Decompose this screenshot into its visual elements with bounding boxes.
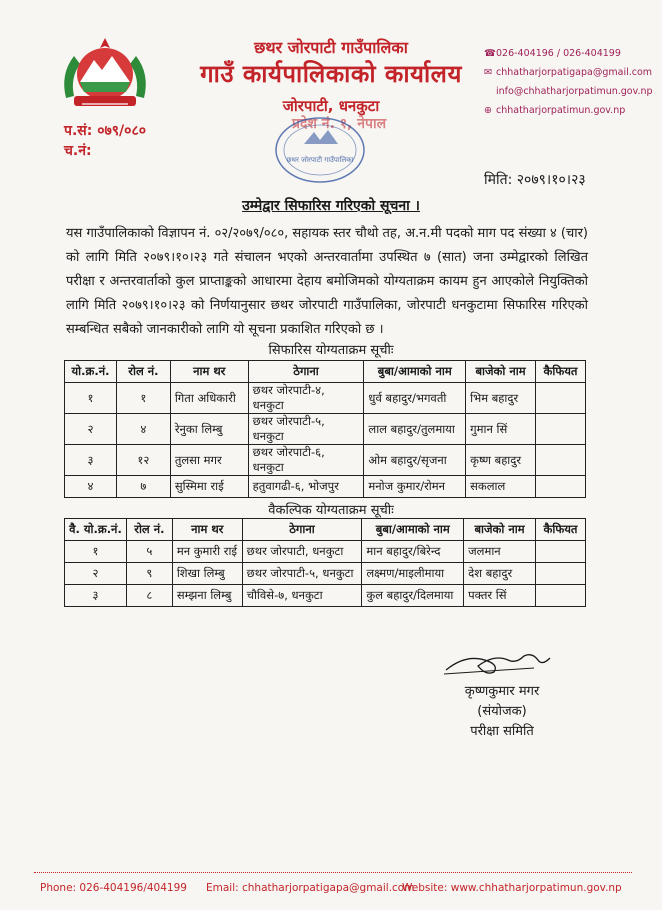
reference-block	[64, 121, 146, 161]
table-row	[65, 414, 586, 445]
footer-phone: Phone: 026-404196/404199	[40, 882, 187, 894]
table-cell: मनोज कुमार/रोमन	[364, 476, 466, 498]
dispatch-number: च.नं:	[64, 143, 92, 159]
table-cell: देश बहादुर	[464, 563, 536, 585]
column-header: बुबा/आमाको नाम	[364, 361, 466, 383]
table-cell: हतुवागढी-६, भोजपुर	[248, 476, 364, 498]
table-row	[65, 383, 586, 414]
table-cell: ३	[65, 585, 127, 607]
table-cell: ओम बहादुर/सृजना	[364, 445, 466, 476]
alt-list-table	[64, 518, 586, 607]
footer-website[interactable]: Website: www.chhatharjorpatimun.gov.np	[402, 882, 622, 894]
signer-role: (संयोजक)	[477, 704, 527, 719]
notice-title-text: उम्मेद्वार सिफारिस गरिएको सूचना ।	[242, 198, 420, 214]
table-cell: पक्तर सिं	[464, 585, 536, 607]
notice-date: मिति: २०७९।१०।२३	[484, 172, 586, 188]
notice-body: यस गाउँपालिकाको विज्ञापन नं. ०२/२०७९/०८०, सहायक स्तर चौथो तह, अ.न.मी पदको माग पद संख्या ४ (चार) को लागि मिति २०७९।१०।२३ गते संचालन भएको अन्तरवार्तामा उपस्थित ७ (सात) जना उम्मेद्वारको लिखित परीक्षा र अन्तरवार्ताको कुल प्राप्ताङ्कको आधारमा देहाय बमोजिमको योग्यताक्रम कायम हुन आएकोले नियुक्तिको लागि मिति २०७९।१०।२३ को निर्णयानुसार छथर जोरपाटी गाउँपालिका, जोरपाटी धनकुटामा सिफारिस गरिएको सम्बन्धित सबैको जानकारीको लागि यो सूचना प्रकाशित गरिएको छ ।	[66, 226, 588, 337]
table-row	[65, 585, 586, 607]
office-title: गाउँ कार्यपालिकाको कार्यालय	[200, 60, 462, 88]
column-header: वै. यो.क्र.नं.	[65, 519, 127, 541]
table-cell: छथर जोरपाटी-६, धनकुटा	[248, 445, 364, 476]
office-subtitle: छथर जोरपाटी गाउँपालिका	[254, 38, 408, 57]
table-cell: गुमान सिं	[466, 414, 536, 445]
table-cell: धुर्व बहादुर/भगवती	[364, 383, 466, 414]
office-place: जोरपाटी, धनकुटा	[282, 97, 380, 115]
table-row	[65, 563, 586, 585]
table-cell: छथर जोरपाटी-५, धनकुटा	[248, 414, 364, 445]
table-cell: १	[65, 541, 127, 563]
table-cell: गिता अधिकारी	[170, 383, 248, 414]
table-cell: मन कुमारी राई	[172, 541, 242, 563]
table-cell: २	[65, 563, 127, 585]
table-cell: तुलसा मगर	[170, 445, 248, 476]
office-stamp-icon	[272, 114, 368, 186]
reference-number: प.सं: ०७९/०८०	[64, 123, 147, 139]
mail-icon: ✉	[484, 67, 492, 78]
table-cell: चौविसे-७, धनकुटा	[242, 585, 362, 607]
contact-email-2[interactable]: info@chhatharjorpatimun.gov.np	[496, 86, 653, 97]
signer-committee: परीक्षा समिति	[470, 724, 534, 739]
column-header: बाजेको नाम	[464, 519, 536, 541]
globe-icon: ⊕	[484, 105, 492, 116]
table-cell: कृष्ण बहादुर	[466, 445, 536, 476]
signer-name: कृष्णकुमार मगर	[464, 684, 540, 699]
table-row	[65, 541, 586, 563]
table-cell: ८	[126, 585, 172, 607]
table-cell: रेनुका लिम्बु	[170, 414, 248, 445]
signature-icon	[438, 644, 558, 680]
table-cell: भिम बहादुर	[466, 383, 536, 414]
contact-phone: 026-404196 / 026-404199	[496, 48, 621, 59]
contact-block	[484, 44, 653, 120]
phone-icon: ☎	[484, 48, 496, 59]
main-list-table	[64, 360, 586, 498]
column-header: बुबा/आमाको नाम	[362, 519, 464, 541]
table-header-row	[65, 361, 586, 383]
table-cell: सकलाल	[466, 476, 536, 498]
table-cell: ९	[126, 563, 172, 585]
table-cell: छथर जोरपाटी-५, धनकुटा	[242, 563, 362, 585]
alt-list-caption: वैकल्पिक योग्यताक्रम सूचीः	[268, 503, 394, 518]
column-header: कैफियत	[535, 519, 585, 541]
table-cell: १	[116, 383, 170, 414]
table-cell: छथर जोरपाटी, धनकुटा	[242, 541, 362, 563]
stamp-label: छथर जोरपाटी गाउँपालिका	[286, 156, 354, 164]
table-cell: सम्झना लिम्बु	[172, 585, 242, 607]
column-header: नाम थर	[170, 361, 248, 383]
table-cell: ४	[65, 476, 117, 498]
table-cell: ५	[126, 541, 172, 563]
table-cell: १	[65, 383, 117, 414]
footer-divider	[34, 872, 632, 873]
main-list-caption: सिफारिस योग्यताक्रम सूचीः	[268, 343, 394, 358]
table-cell: छथर जोरपाटी-४, धनकुटा	[248, 383, 364, 414]
contact-email-1[interactable]: chhatharjorpatigapa@gmail.com	[496, 67, 653, 78]
table-cell: कुल बहादुर/दिलमाया	[362, 585, 464, 607]
table-row	[65, 445, 586, 476]
column-header: रोल नं.	[126, 519, 172, 541]
office-region: प्रदेश नं. १, नेपाल	[292, 116, 387, 132]
table-cell	[535, 541, 585, 563]
table-row	[65, 476, 586, 498]
column-header: ठेगाना	[242, 519, 362, 541]
table-cell: सुस्मिमा राई	[170, 476, 248, 498]
table-cell: ३	[65, 445, 117, 476]
table-cell	[535, 563, 585, 585]
column-header: ठेगाना	[248, 361, 364, 383]
column-header: बाजेको नाम	[466, 361, 536, 383]
table-cell: ७	[116, 476, 170, 498]
contact-website[interactable]: chhatharjorpatimun.gov.np	[496, 105, 626, 116]
table-cell: ४	[116, 414, 170, 445]
column-header: यो.क्र.नं.	[65, 361, 117, 383]
table-cell: लाल बहादुर/तुलमाया	[364, 414, 466, 445]
table-cell: लक्ष्मण/माइलीमाया	[362, 563, 464, 585]
notice-title	[0, 196, 662, 215]
footer-email[interactable]: Email: chhatharjorpatigapa@gmail.com	[206, 882, 415, 894]
table-cell	[536, 476, 586, 498]
table-cell: जलमान	[464, 541, 536, 563]
table-header-row	[65, 519, 586, 541]
table-cell	[535, 585, 585, 607]
table-cell	[536, 414, 586, 445]
table-cell: १२	[116, 445, 170, 476]
table-cell	[536, 445, 586, 476]
table-cell: मान बहादुर/बिरेन्द	[362, 541, 464, 563]
table-cell	[536, 383, 586, 414]
table-cell: शिखा लिम्बु	[172, 563, 242, 585]
column-header: रोल नं.	[116, 361, 170, 383]
table-cell: २	[65, 414, 117, 445]
column-header: कैफियत	[536, 361, 586, 383]
column-header: नाम थर	[172, 519, 242, 541]
